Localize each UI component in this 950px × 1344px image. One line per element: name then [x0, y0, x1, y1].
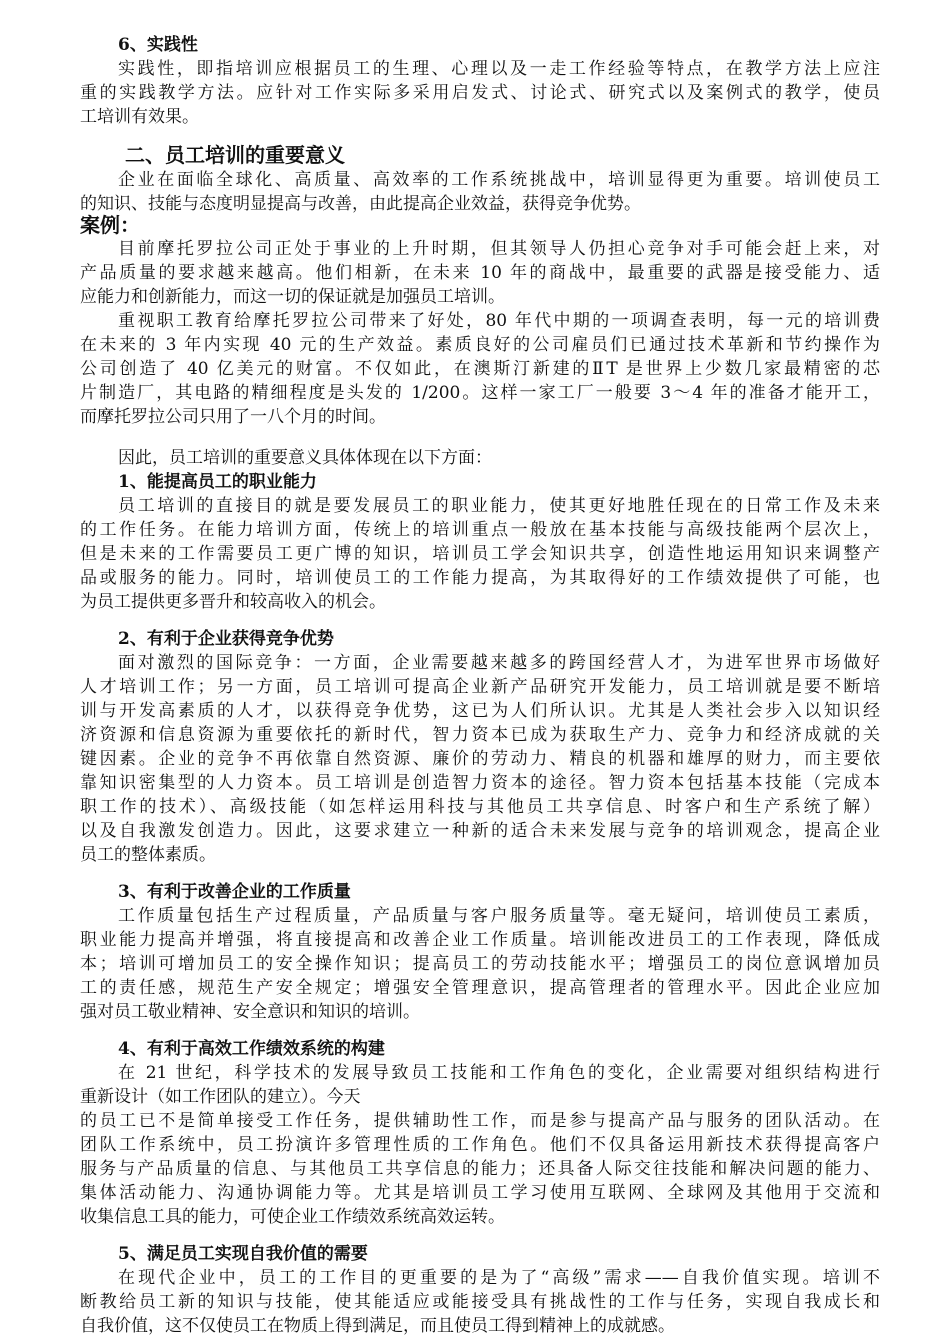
paragraph-line: 企业在面临全球化、高质量、高效率的工作系统挑战中，培训显得更为重要。培训使员工 [118, 170, 880, 190]
paragraph-line: 重的实践教学方法。应针对工作实际多采用启发式、讨论式、研究式以及案例式的教学，使员 [80, 83, 880, 103]
paragraph-line: 人才培训工作；另一方面，员工培训可提高企业新产品研究开发能力，员工培训就是要不断培 [80, 677, 880, 697]
paragraph-line: 因此，员工培训的重要意义具体体现在以下方面： [118, 448, 492, 468]
paragraph-line: 训与开发高素质的人才，以获得竞争优势，这已为人们所认识。尤其是人类社会步入以知识经 [80, 701, 880, 721]
paragraph-line: 为员工提供更多晋升和较高收入的机会。 [80, 592, 386, 612]
paragraph-line: 实践性，即指培训应根据员工的生理、心理以及一走工作经验等特点，在教学方法上应注 [118, 59, 880, 79]
paragraph-line: 键因素。企业的竞争不再依靠自然资源、廉价的劳动力、精良的机器和雄厚的财力，而主要依 [80, 749, 880, 769]
paragraph-line: 本；培训可增加员工的安全操作知识；提高员工的劳动技能水平；增强员工的岗位意讽增加员 [80, 954, 880, 974]
paragraph-line: 公司创造了 40 亿美元的财富。不仅如此，在澳斯汀新建的ⅡT 是世界上少数几家最精密的芯 [80, 359, 880, 379]
paragraph-line: 工的责任感，规范生产安全规定；增强安全管理意识，提高管理者的管理水平。因此企业应加 [80, 978, 880, 998]
paragraph-line: 职工作的技术）、高级技能（如怎样运用科技与其他员工共享信息、时客户和生产系统了解） [80, 797, 880, 817]
section-heading: 1、能提高员工的职业能力 [118, 472, 317, 492]
paragraph-line: 在 21 世纪，科学技术的发展导致员工技能和工作角色的变化，企业需要对组织结构进行 [118, 1063, 880, 1083]
paragraph-line: 面对激烈的国际竞争：一方面，企业需要越来越多的跨国经营人才，为进军世界市场做好 [118, 653, 880, 673]
paragraph-line: 品或服务的能力。同时，培训使员工的工作能力提高，为其取得好的工作绩效提供了可能，也 [80, 568, 880, 588]
paragraph-line: 工作质量包括生产过程质量，产品质量与客户服务质量等。毫无疑问，培训使员工素质， [118, 906, 880, 926]
section-heading: 3、有利于改善企业的工作质量 [118, 882, 351, 902]
paragraph-line: 服务与产品质量的信息、与其他员工共享信息的能力；还具备人际交往技能和解决问题的能力、 [80, 1159, 880, 1179]
section-heading: 2、有利于企业获得竞争优势 [118, 629, 334, 649]
paragraph-line: 重新设计（如工作团队的建立）。今天 [80, 1087, 361, 1107]
paragraph-line: 工培训有效果。 [80, 107, 199, 127]
paragraph-line: 片制造厂，其电路的精细程度是头发的 1/200。这样一家工厂一般要 3～4 年的准备才能开工， [80, 383, 880, 403]
chapter-heading: 二、员工培训的重要意义 [125, 143, 345, 167]
section-heading: 4、有利于高效工作绩效系统的构建 [118, 1039, 385, 1059]
paragraph-line: 集体活动能力、沟通协调能力等。尤其是培训员工学习使用互联网、全球网及其他用于交流和 [80, 1183, 880, 1203]
paragraph-line: 靠知识密集型的人力资本。员工培训是创造智力资本的途径。智力资本包括基本技能（完成本 [80, 773, 880, 793]
paragraph-line: 产品质量的要求越来越高。他们相新，在未来 10 年的商战中，最重要的武器是接受能力、适 [80, 263, 880, 283]
section-heading: 5、满足员工实现自我价值的需要 [118, 1244, 368, 1264]
section-heading: 6、实践性 [118, 35, 198, 55]
paragraph-line: 员工培训的直接目的就是要发展员工的职业能力，使其更好地胜任现在的日常工作及未来 [118, 496, 880, 516]
paragraph-line: 团队工作系统中，员工扮演许多管理性质的工作角色。他们不仅具备运用新技术获得提高客户 [80, 1135, 880, 1155]
paragraph-line: 在现代企业中，员工的工作目的更重要的是为了“高级”需求——自我价值实现。培训不 [118, 1268, 880, 1288]
paragraph-line: 员工的整体素质。 [80, 845, 216, 865]
paragraph-line: 自我价值，这不仅使员工在物质上得到满足，而且使员工得到精神上的成就感。 [80, 1316, 675, 1336]
paragraph-line: 但是未来的工作需要员工更广博的知识，培训员工学会知识共享，创造性地运用知识来调整产 [80, 544, 880, 564]
paragraph-line: 而摩托罗拉公司只用了一八个月的时间。 [80, 407, 386, 427]
paragraph-line: 目前摩托罗拉公司正处于事业的上升时期，但其领导人仍担心竞争对手可能会赶上来，对 [118, 239, 880, 259]
paragraph-line: 应能力和创新能力，而这一切的保证就是加强员工培训。 [80, 287, 505, 307]
paragraph-line: 职业能力提高并增强，将直接提高和改善企业工作质量。培训能改进员工的工作表现，降低成 [80, 930, 880, 950]
paragraph-line: 的工作任务。在能力培训方面，传统上的培训重点一般放在基本技能与高级技能两个层次上， [80, 520, 880, 540]
paragraph-line: 重视职工教育给摩托罗拉公司带来了好处，80 年代中期的一项调查表明，每一元的培训费 [118, 311, 880, 331]
paragraph-line: 收集信息工具的能力，可使企业工作绩效系统高效运转。 [80, 1207, 505, 1227]
paragraph-line: 在未来的 3 年内实现 40 元的生产效益。素质良好的公司雇员们已通过技术革新和节约操作为 [80, 335, 880, 355]
case-heading: 案例： [80, 213, 140, 237]
paragraph-line: 强对员工敬业精神、安全意识和知识的培训。 [80, 1002, 420, 1022]
paragraph-line: 以及自我激发创造力。因此，这要求建立一种新的适合未来发展与竞争的培训观念，提高企业 [80, 821, 880, 841]
paragraph-line: 济资源和信息资源为重要依托的新时代，智力资本已成为获取生产力、竞争力和经济成就的关 [80, 725, 880, 745]
paragraph-line: 的员工已不是简单接受工作任务，提供辅助性工作，而是参与提高产品与服务的团队活动。在 [80, 1111, 880, 1131]
paragraph-line: 的知识、技能与态度明显提高与改善，由此提高企业效益，获得竞争优势。 [80, 194, 641, 214]
paragraph-line: 断教给员工新的知识与技能，使其能适应或能接受具有挑战性的工作与任务，实现自我成长和 [80, 1292, 880, 1312]
